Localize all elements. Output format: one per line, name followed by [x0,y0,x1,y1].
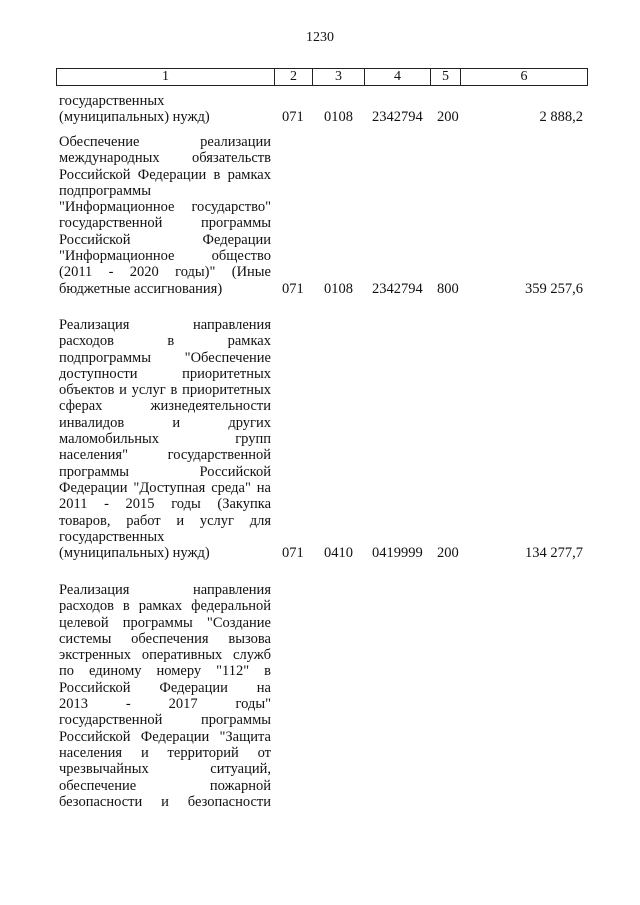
cell-col3: 0108 [324,109,353,126]
description-line: Реализация направления [59,582,271,598]
header-col-5: 5 [431,69,461,85]
table-header [56,68,588,86]
cell-col6: 359 257,6 [525,280,583,297]
description-line: Федерации "Доступная среда" на [59,479,271,496]
description-line: Реализация направления [59,317,271,333]
description-line: товаров, работ и услуг для [59,512,271,529]
description-line: объектов и услуг в приоритетных [59,382,271,399]
row-description [59,582,271,810]
cell-col2: 071 [282,280,304,297]
description-line: расходов в рамках федеральной [59,598,271,615]
description-line: "Информационное государство" [59,199,271,216]
description-line: подпрограммы "Обеспечение [59,349,271,366]
description-line: государственной программы [59,215,271,232]
description-line: государственной программы [59,712,271,729]
description-line: подпрограммы [59,182,151,199]
cell-col5: 200 [437,109,459,126]
description-line: чрезвычайных ситуаций, [59,761,271,778]
header-col-4: 4 [365,69,431,85]
cell-col4: 0419999 [372,545,423,562]
cell-col5: 200 [437,545,459,562]
description-line: расходов в рамках [59,333,271,350]
description-line: маломобильных групп [59,431,271,448]
description-line: населения" государственной [59,447,271,464]
description-line: сферах жизнедеятельности [59,398,271,415]
description-line: бюджетные ассигнования) [59,280,223,297]
description-line: 2011 - 2015 годы (Закупка [59,496,271,513]
description-line: Российской Федерации в рамках [59,166,271,183]
row-description [59,93,271,126]
description-line: системы обеспечения вызова [59,630,271,647]
description-line: доступности приоритетных [59,365,271,382]
cell-col2: 071 [282,109,304,126]
description-line: (муниципальных) нужд) [59,109,210,126]
description-line: международных обязательств [59,150,271,167]
header-col-3: 3 [313,69,365,85]
row-description [59,134,271,297]
description-line: Российской Федерации "Защита [59,728,271,745]
description-line: безопасности и безопасности [59,793,271,810]
description-line: государственных [59,93,165,109]
cell-col2: 071 [282,545,304,562]
description-line: по единому номеру "112" в [59,663,271,680]
description-line: (муниципальных) нужд) [59,545,210,562]
description-line: населения и территорий от [59,744,271,761]
description-line: Российской Федерации [59,231,271,248]
description-line: Российской Федерации на [59,679,271,696]
description-line: целевой программы "Создание [59,614,271,631]
cell-col3: 0410 [324,545,353,562]
description-line: экстренных оперативных служб [59,647,271,664]
cell-col5: 800 [437,280,459,297]
cell-col6: 2 888,2 [539,109,583,126]
page-number: 1230 [306,30,334,45]
header-col-6: 6 [520,69,528,84]
cell-col4: 2342794 [372,109,423,126]
description-line: "Информационное общество [59,248,271,265]
row-description [59,317,271,561]
description-line: программы Российской [59,463,271,480]
cell-col3: 0108 [324,280,353,297]
header-col-2: 2 [275,69,313,85]
description-line: (2011 - 2020 годы)" (Иные [59,264,271,281]
cell-col6: 134 277,7 [525,545,583,562]
description-line: инвалидов и других [59,414,271,431]
description-line: обеспечение пожарной [59,777,271,794]
cell-col4: 2342794 [372,280,423,297]
description-line: Обеспечение реализации [59,134,271,150]
description-line: государственных [59,528,165,545]
header-col-1: 1 [57,69,275,85]
description-line: 2013 - 2017 годы" [59,696,271,713]
